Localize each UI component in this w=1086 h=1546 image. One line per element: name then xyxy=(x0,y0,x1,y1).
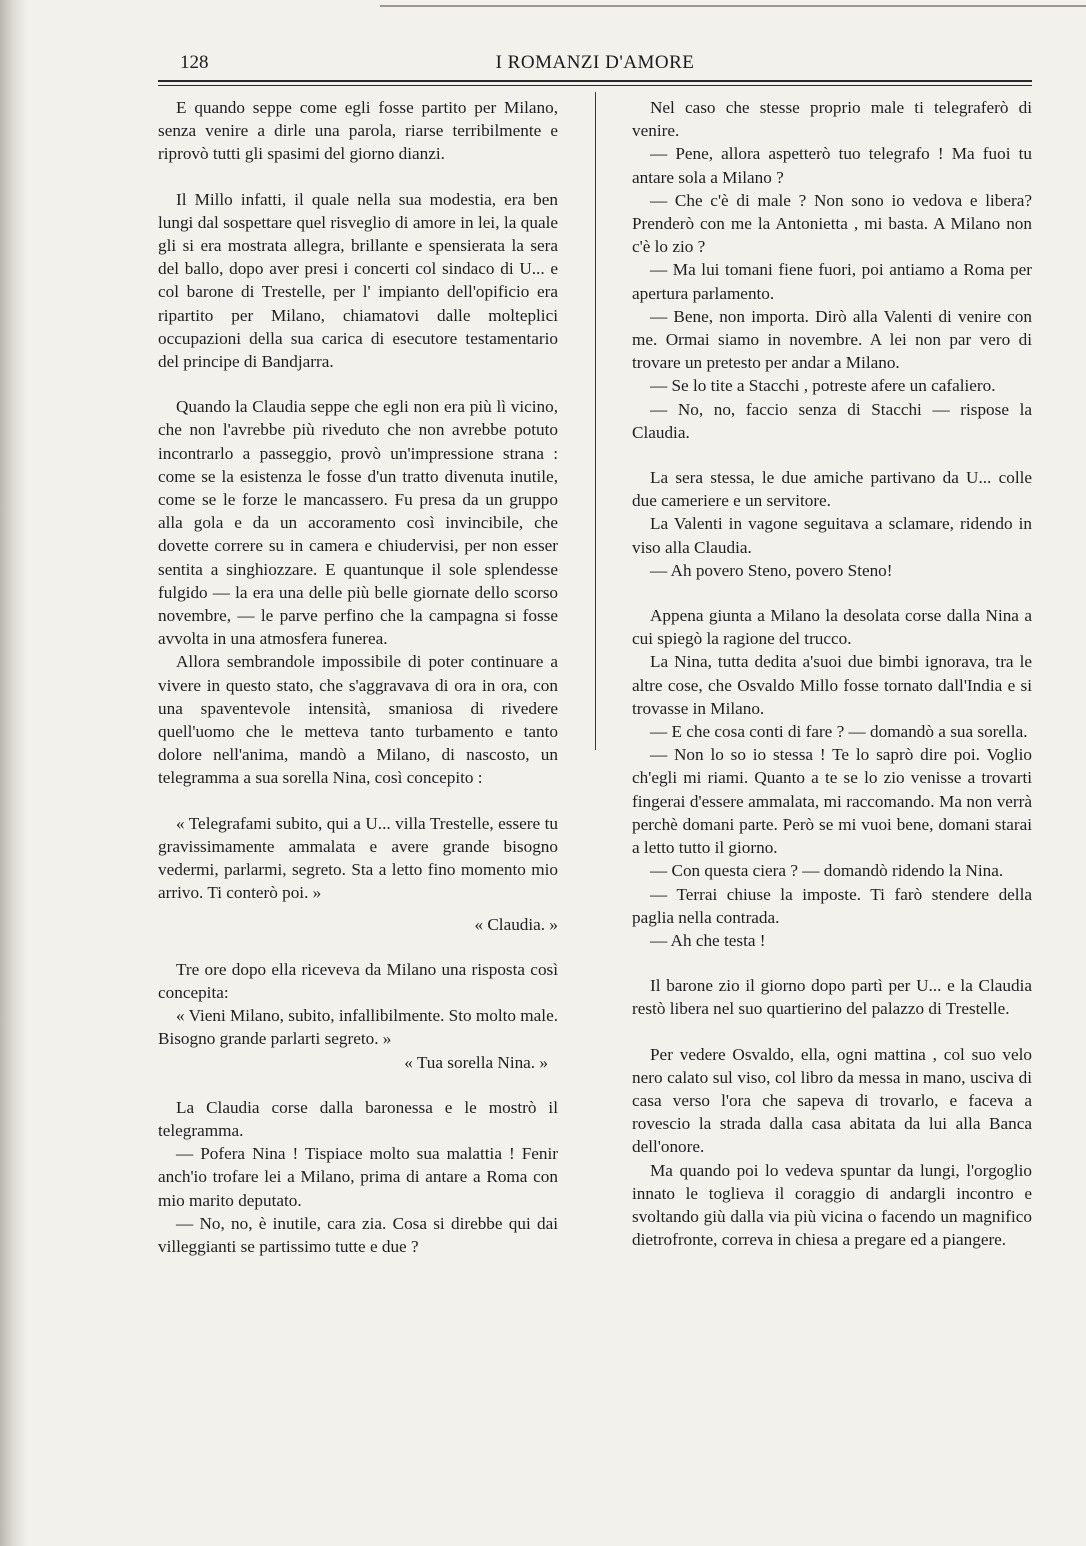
paragraph: « Tua sorella Nina. » xyxy=(404,1052,548,1072)
page-binding-shadow xyxy=(0,0,28,1546)
paragraph: « Vieni Milano, subito, infallibilmente. Sto molto male. Bisogno grande parlarti segreto. » xyxy=(158,1006,558,1049)
paragraph: — Con questa ciera ? — domandò ridendo la Nina. xyxy=(650,861,1004,881)
paragraph: « Telegrafami subito, qui a U... villa Trestelle, essere tu gravissimamente ammalata e avere grande bisogno vedermi, parlarmi, segreto. Sta a letto fino momento mio arrivo. Ti conterò poi. » xyxy=(158,813,558,903)
paragraph: Appena giunta a Milano la desolata corse dalla Nina a cui spiegò la ragione del trucco. xyxy=(632,606,1032,649)
paragraph: La Valenti in vagone seguitava a sclamare, ridendo in viso alla Claudia. xyxy=(632,514,1032,557)
paragraph: Quando la Claudia seppe che egli non era più lì vicino, che non l'avrebbe più riveduto che non avrebbe potuto incontrarlo a passeggio, provò un'impressione strana : come se la esistenza le fosse d'un tratto divenuta inutile, come se le forze le mancassero. Fu presa da un gruppo alla gola e da un accoramento così invincibile, che dovette correre su in camera e chiudervisi, per non esser sentita a singhiozzare. E quantunque il sole splendesse fulgido — la era una delle più belle giornate dello scorso novembre, — le parve perfino che la campagna si fosse avvolta in una atmosfera funerea. xyxy=(158,397,558,649)
paragraph: — Pofera Nina ! Tispiace molto sua malattia ! Fenir anch'io trofare lei a Milano, prima di antare a Roma con mio marito deputato. xyxy=(158,1144,558,1210)
running-title: I ROMANZI D'AMORE xyxy=(495,52,695,73)
paragraph: — E che cosa conti di fare ? — domandò a sua sorella. xyxy=(650,722,1028,742)
header-rule-thin xyxy=(158,85,1032,86)
paragraph: « Claudia. » xyxy=(474,914,558,934)
paragraph: — No, no, faccio senza di Stacchi — rispose la Claudia. xyxy=(632,399,1032,442)
scan-edge-line xyxy=(380,5,1086,7)
header-rule-thick xyxy=(158,80,1032,82)
paragraph: Il barone zio il giorno dopo partì per U... e la Claudia restò libera nel suo quartierino del palazzo di Trestelle. xyxy=(632,976,1032,1019)
paragraph: Tre ore dopo ella riceveva da Milano una risposta così concepita: xyxy=(158,959,558,1002)
paragraph: La Nina, tutta dedita a'suoi due bimbi ignorava, tra le altre cose, che Osvaldo Millo fosse tornato dall'India e si trovasse in Milano. xyxy=(632,652,1032,718)
paragraph: — Ah povero Steno, povero Steno! xyxy=(650,560,893,580)
right-column xyxy=(632,96,1032,1251)
paragraph: — Ah che testa ! xyxy=(650,930,766,950)
paragraph: La sera stessa, le due amiche partivano da U... colle due cameriere e un servitore. xyxy=(632,468,1032,511)
running-header xyxy=(158,52,1032,80)
paragraph: — No, no, è inutile, cara zia. Cosa si direbbe qui dai villeggianti se partissimo tutte e due ? xyxy=(158,1213,558,1256)
paragraph: Ma quando poi lo vedeva spuntar da lungi, l'orgoglio innato le toglieva il coraggio di andargli incontro e svoltando giù dalla via più vicina o facendo un magnifico dietrofronte, correva in chiesa a pregare ed a piangere. xyxy=(632,1160,1032,1250)
page-number: 128 xyxy=(180,52,209,73)
paragraph: — Se lo tite a Stacchi , potreste afere un cafaliero. xyxy=(650,376,996,396)
paragraph: — Terrai chiuse la imposte. Ti farò stendere della paglia nella contrada. xyxy=(632,884,1032,927)
paragraph: Per vedere Osvaldo, ella, ogni mattina , col suo velo nero calato sul viso, col libro da messa in mano, usciva di casa verso l'ora che sapeva di trovarlo, e faceva a rovescio la strada dalla casa abitata da lui alla Banca dell'onore. xyxy=(632,1044,1032,1157)
paragraph: Allora sembrandole impossibile di poter continuare a vivere in questo stato, che s'aggravava di ora in ora, con una spaventevole intensità, smaniosa di rivedere quell'uomo che le metteva tanto turbamento e tanto dolore nell'anima, mandò a Milano, di nascosto, un telegramma a sua sorella Nina, così concepito : xyxy=(158,652,558,788)
column-divider xyxy=(595,92,596,750)
paragraph: — Che c'è di male ? Non sono io vedova e libera? Prenderò con me la Antonietta , mi basta. A Milano non c'è lo zio ? xyxy=(632,190,1032,257)
paragraph: La Claudia corse dalla baronessa e le mostrò il telegramma. xyxy=(158,1097,558,1140)
paragraph: E quando seppe come egli fosse partito per Milano, senza venire a dirle una parola, riarse terribilmente e riprovò tutti gli spasimi del giorno dianzi. xyxy=(158,98,558,164)
left-column xyxy=(158,96,558,1258)
paragraph: Nel caso che stesse proprio male ti telegraferò di venire. xyxy=(632,98,1032,141)
paragraph: — Pene, allora aspetterò tuo telegrafo ! Ma fuoi tu antare sola a Milano ? xyxy=(632,144,1032,187)
paragraph: Il Millo infatti, il quale nella sua modestia, era ben lungi dal sospettare quel risveglio di amore in lei, la quale gli si era mostrata allegra, brillante e spensierata la sera del ballo, dopo aver presi i concerti col sindaco di U... e col barone di Trestelle, per l' impianto dell'opificio era ripartito per Milano, chiamatovi dalle molteplici occupazioni della sua carica di esecutore testamentario del principe di Bandjarra. xyxy=(158,189,558,372)
paragraph: — Ma lui tomani fiene fuori, poi antiamo a Roma per apertura parlamento. xyxy=(632,260,1032,303)
paragraph: — Non lo so io stessa ! Te lo saprò dire poi. Voglio ch'egli mi riami. Quanto a te se lo zio venisse a trovarti fingerai d'essere ammalata, mi raccomando. Ma non verrà perchè domani parte. Però se mi vuoi bene, domani starai a letto tutto il giorno. xyxy=(632,745,1032,858)
paragraph: — Bene, non importa. Dirò alla Valenti di venire con me. Ormai siamo in novembre. A lei non par vero di trovare un pretesto per andar a Milano. xyxy=(632,306,1032,373)
